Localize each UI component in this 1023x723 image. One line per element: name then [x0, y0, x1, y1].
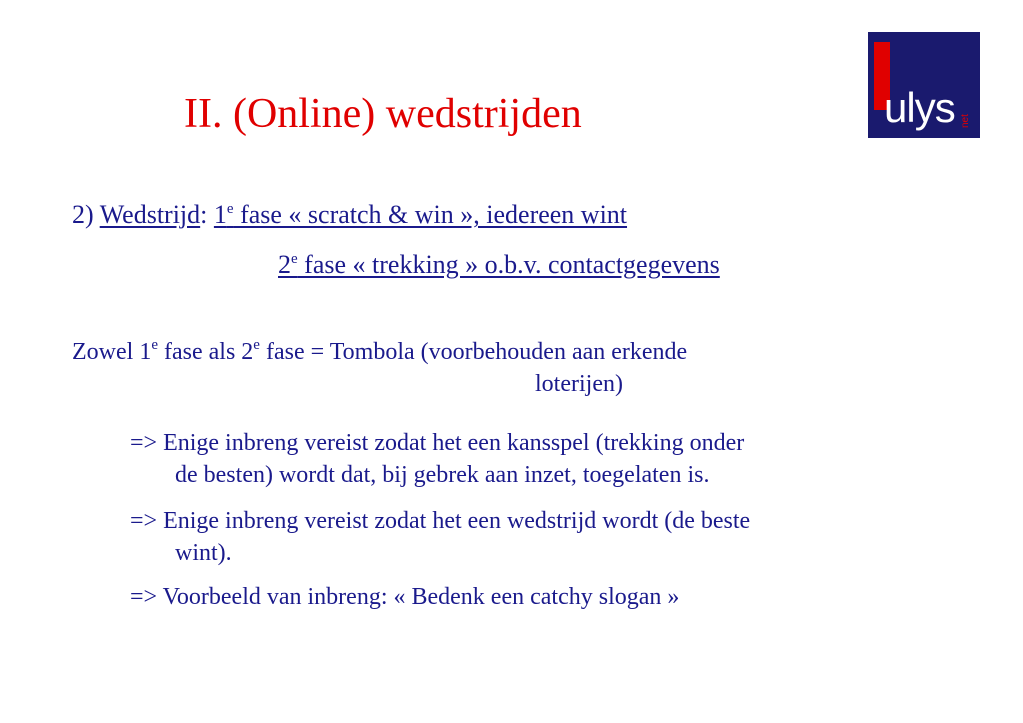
phase-description: fase « scratch & win », iedereen wint [233, 200, 628, 229]
bullet-1-continued: de besten) wordt dat, bij gebrek aan inzet, toegelaten is. [175, 462, 710, 488]
phase-description: fase « trekking » o.b.v. contactgegevens [297, 250, 720, 279]
contest-line-1 [72, 200, 627, 230]
contest-line-2 [278, 250, 720, 280]
logo-subtext: net [960, 114, 971, 128]
prefix: 2) [72, 200, 100, 229]
bullet-1 [130, 428, 744, 458]
tombola-line-continued: loterijen) [535, 371, 623, 397]
bullet-3 [130, 582, 679, 612]
phase-superscript: e [291, 251, 298, 267]
phase-2-text [278, 250, 720, 279]
arrow-marker: => [130, 430, 158, 456]
text-fragment: fase als 2 [157, 339, 254, 365]
bullet-text: Enige inbreng vereist zodat het een kansspel (trekking onder [163, 430, 745, 456]
contest-label: Wedstrijd [99, 200, 201, 229]
text-fragment: Zowel 1 [72, 339, 152, 365]
bullet-2 [130, 506, 750, 536]
tombola-line [72, 337, 687, 367]
phase-number: 2 [278, 250, 291, 279]
arrow-marker: => [130, 508, 158, 534]
phase-superscript: e [226, 201, 234, 217]
bullet-2-continued: wint). [175, 540, 232, 566]
slide-title: II. (Online) wedstrijden [184, 91, 582, 137]
logo-text: ulys [884, 84, 955, 131]
colon: : [200, 200, 214, 229]
superscript: e [253, 337, 260, 353]
superscript: e [151, 337, 158, 353]
arrow-marker: => [130, 584, 158, 610]
ulys-logo [868, 32, 980, 138]
phase-1-text [214, 200, 627, 229]
phase-number: 1 [213, 200, 227, 229]
bullet-text: Enige inbreng vereist zodat het een wedstrijd wordt (de beste [163, 508, 751, 534]
bullet-text: Voorbeeld van inbreng: « Bedenk een catchy slogan » [162, 584, 680, 610]
text-fragment: fase = Tombola (voorbehouden aan erkende [259, 339, 688, 365]
